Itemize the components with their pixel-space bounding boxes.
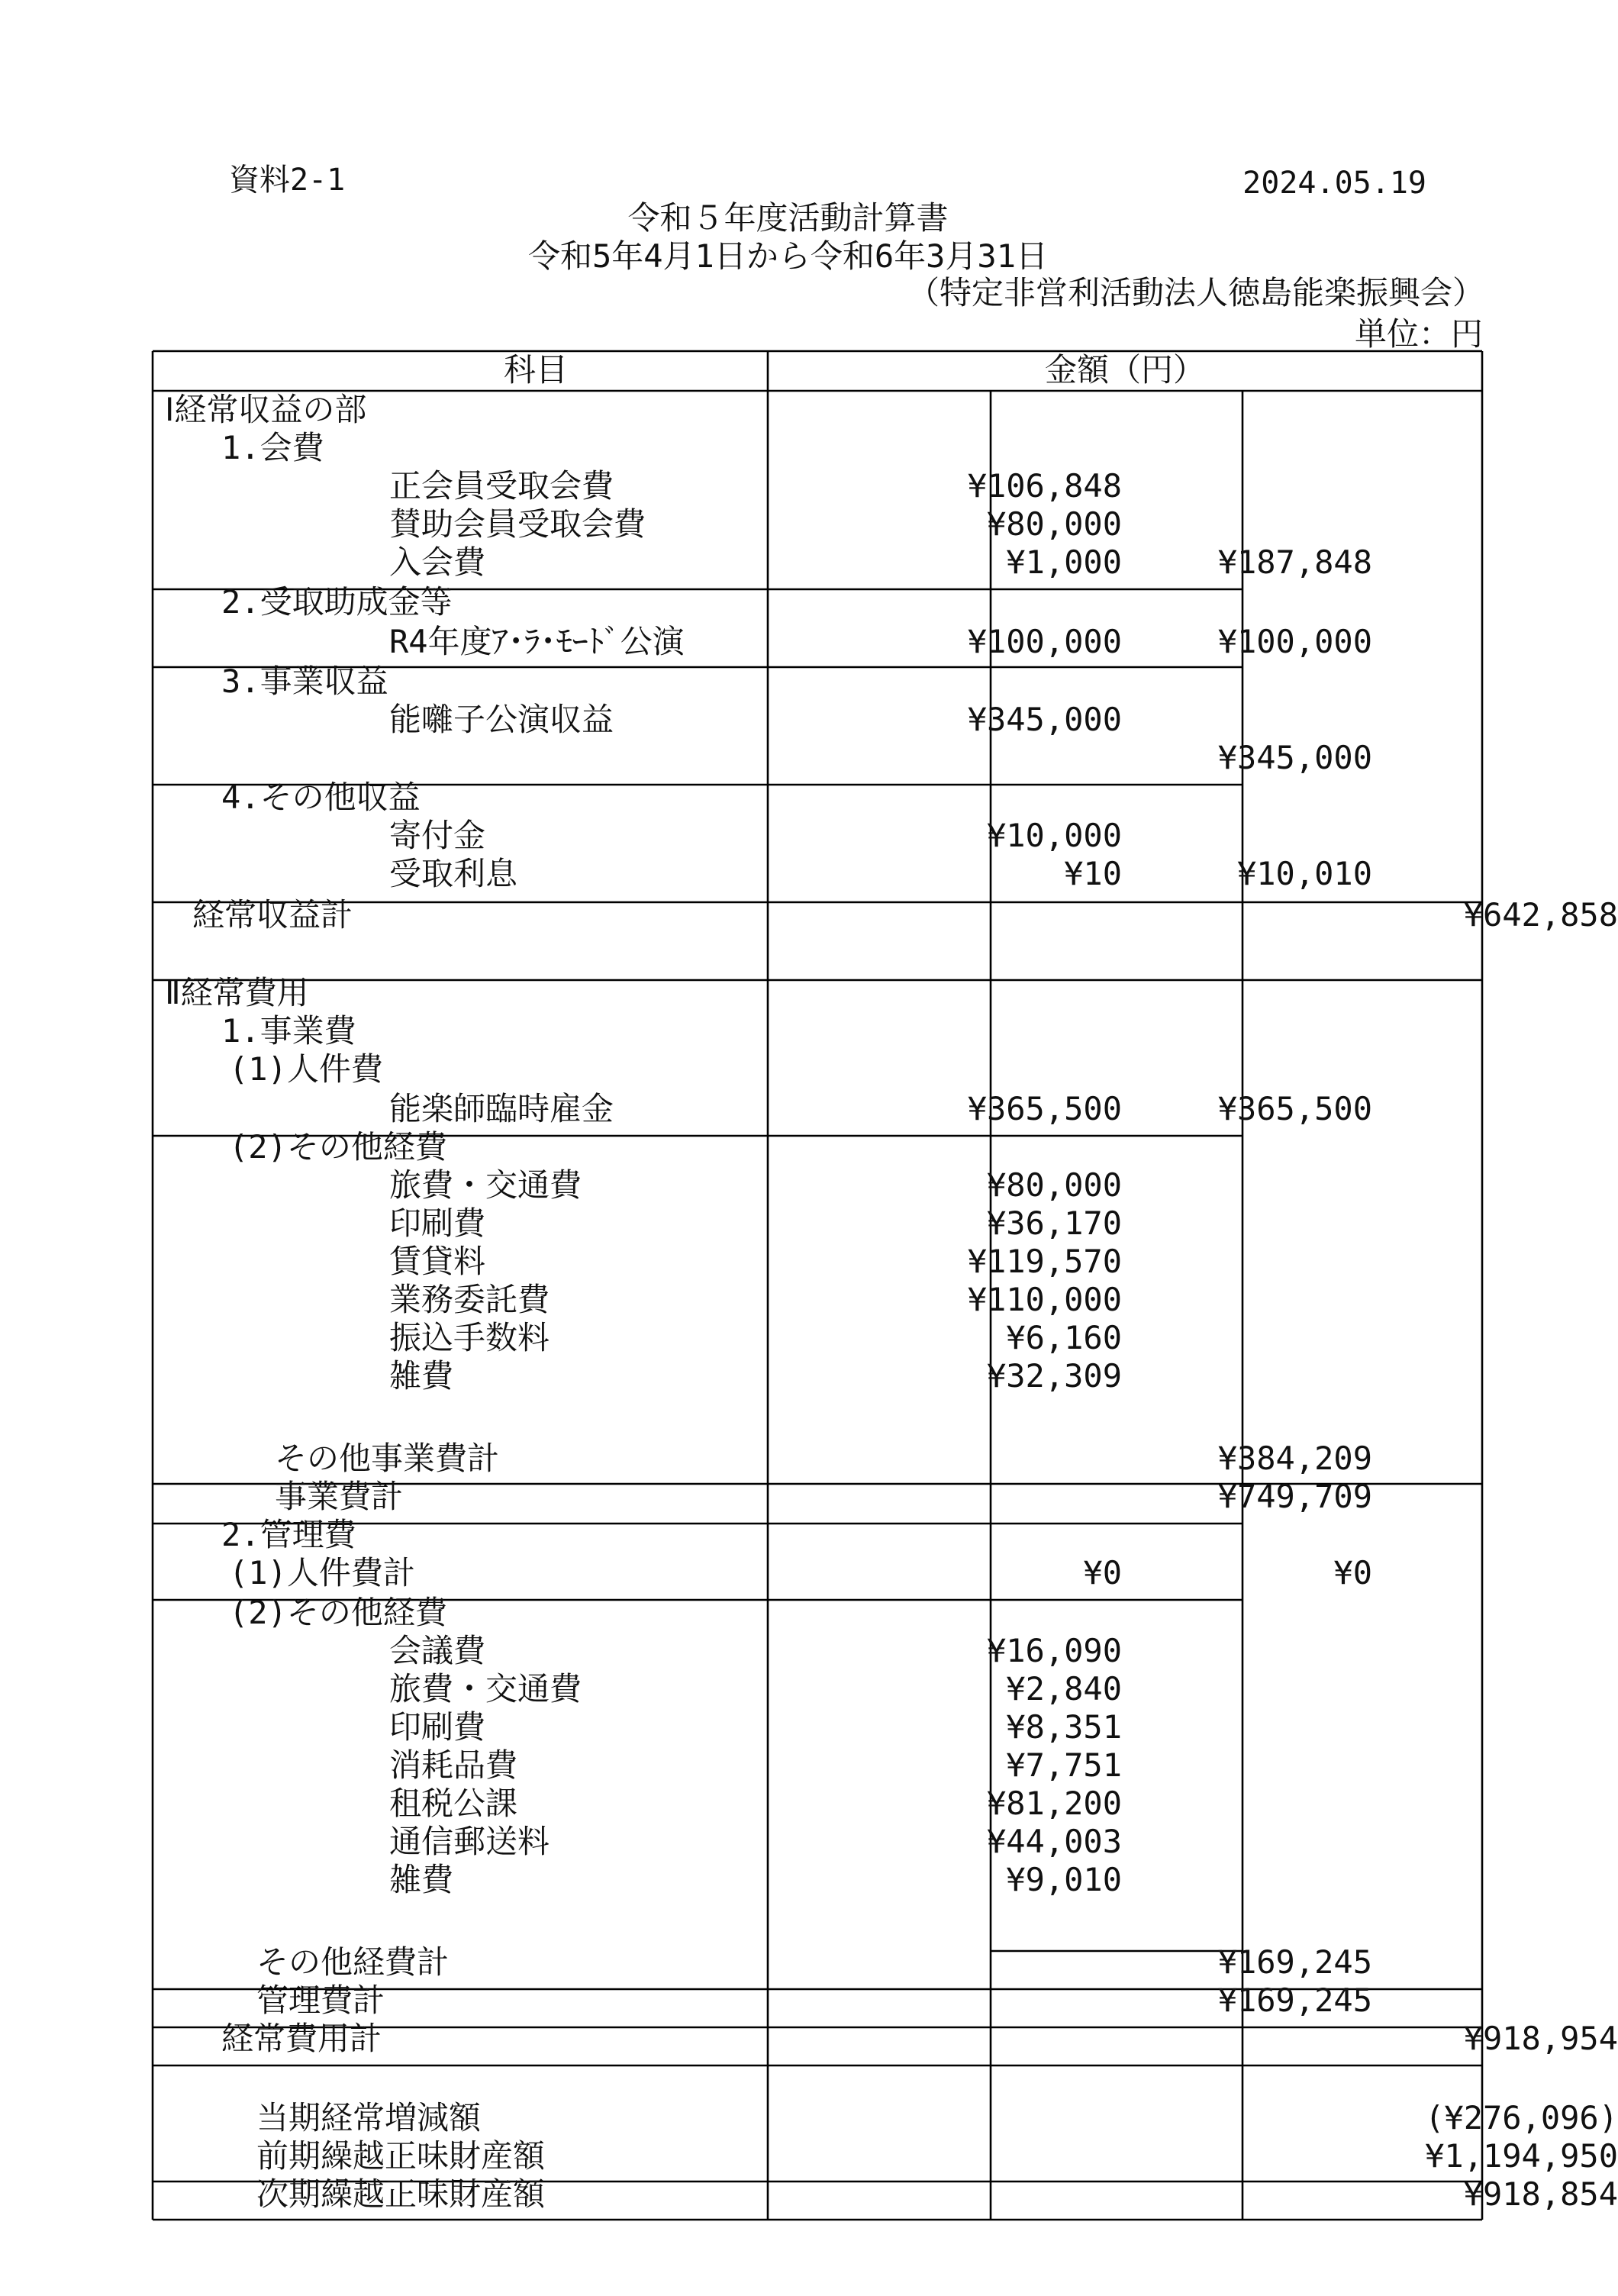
- amount-a3: ¥1,194,950: [1425, 2137, 1618, 2175]
- organization-name: （特定非営利活動法人徳島能楽振興会）: [907, 274, 1484, 311]
- amount-a1: ¥2,840: [1006, 1670, 1122, 1707]
- row-label: Ⅰ経常収益の部: [165, 391, 367, 428]
- row-label: 通信郵送料: [389, 1823, 550, 1860]
- row-label: 経常費用計: [221, 2020, 382, 2057]
- row-label: 賃貸料: [389, 1243, 486, 1280]
- amount-a1: ¥1,000: [1006, 543, 1122, 581]
- amount-a1: ¥106,848: [967, 467, 1122, 505]
- row-label: (2)その他経費: [229, 1128, 447, 1166]
- table-row: [153, 937, 1482, 975]
- row-label: 次期繰越正味財産額: [256, 2175, 546, 2213]
- table-row: [153, 1398, 1482, 1437]
- row-label: R4年度ｱ･ﾗ･ﾓｰﾄﾞ公演: [389, 623, 685, 660]
- table-row: [153, 1670, 1482, 1708]
- amount-a2: ¥749,709: [1217, 1478, 1372, 1515]
- amount-a2: ¥0: [1333, 1554, 1372, 1591]
- amount-a1: ¥119,570: [967, 1243, 1122, 1280]
- table-row: [153, 2020, 1618, 2058]
- table-row: [153, 817, 1482, 855]
- row-label: 業務委託費: [389, 1281, 550, 1318]
- amount-a1: ¥10,000: [986, 817, 1122, 854]
- amount-a2: ¥100,000: [1217, 623, 1372, 660]
- table-row: [153, 701, 1482, 739]
- reporting-period: 令和5年4月1日から令和6年3月31日: [527, 237, 1048, 275]
- amount-a1: ¥32,309: [986, 1357, 1122, 1395]
- table-row: [153, 1281, 1482, 1319]
- row-label: 旅費・交通費: [389, 1670, 582, 1707]
- row-label: 印刷費: [389, 1708, 486, 1746]
- row-label: 入会費: [389, 543, 486, 581]
- row-label: (1)人件費計: [229, 1554, 415, 1591]
- currency-unit: 単位：円: [1354, 315, 1483, 353]
- amount-a1: ¥9,010: [1006, 1861, 1122, 1898]
- row-label: 賛助会員受取会費: [389, 505, 646, 543]
- table-row: [153, 543, 1482, 582]
- row-label: (2)その他経費: [229, 1594, 447, 1631]
- table-row: [153, 1594, 1482, 1632]
- table-row: [153, 2175, 1618, 2214]
- row-label: その他経費計: [256, 1943, 450, 1981]
- amount-a1: ¥345,000: [967, 701, 1122, 738]
- row-label: 4.その他収益: [221, 779, 421, 816]
- table-row: [153, 467, 1482, 505]
- table-row: [153, 663, 1482, 701]
- table-row: [153, 1554, 1482, 1592]
- amount-a1: ¥110,000: [967, 1281, 1122, 1318]
- amount-a1: ¥365,500: [967, 1090, 1122, 1127]
- amount-a2: ¥384,209: [1217, 1440, 1372, 1477]
- table-row: [153, 1440, 1482, 1478]
- amount-a1: ¥80,000: [986, 505, 1122, 543]
- amount-a2: ¥345,000: [1217, 739, 1372, 776]
- row-label: その他事業費計: [275, 1440, 500, 1477]
- amount-a1: ¥16,090: [986, 1632, 1122, 1669]
- row-label: 3.事業収益: [221, 663, 388, 700]
- table-row: [153, 429, 1482, 467]
- amount-a2: ¥187,848: [1217, 543, 1372, 581]
- column-header-item: 科目: [503, 351, 568, 389]
- table-row: [153, 1861, 1482, 1899]
- amount-a1: ¥100,000: [967, 623, 1122, 660]
- row-label: 租税公課: [389, 1785, 518, 1822]
- table-row: [153, 1982, 1482, 2020]
- table-row: [153, 974, 1482, 1012]
- table-row: [153, 1823, 1482, 1861]
- table-row: [153, 1746, 1482, 1785]
- table-row: [153, 1516, 1482, 1554]
- row-label: 雑費: [389, 1357, 454, 1395]
- table-row: [153, 1632, 1482, 1670]
- row-label: 2.管理費: [221, 1516, 356, 1553]
- table-row: [153, 855, 1482, 893]
- table-row: [153, 1090, 1482, 1128]
- row-label: 振込手数料: [389, 1319, 550, 1356]
- row-label: (1)人件費: [229, 1050, 383, 1088]
- amount-a2: ¥169,245: [1217, 1982, 1372, 2019]
- table-row: [153, 391, 1482, 429]
- row-label: 管理費計: [256, 1982, 385, 2019]
- table-row: [153, 1708, 1482, 1746]
- amount-a1: ¥80,000: [986, 1166, 1122, 1204]
- row-label: Ⅱ経常費用: [165, 974, 309, 1011]
- amount-a1: ¥10: [1064, 855, 1122, 892]
- amount-a1: ¥81,200: [986, 1785, 1122, 1822]
- amount-a1: ¥8,351: [1006, 1708, 1122, 1746]
- row-label: 正会員受取会費: [389, 467, 614, 505]
- amount-a1: ¥0: [1083, 1554, 1122, 1591]
- table-row: [153, 1785, 1482, 1823]
- amount-a2: ¥10,010: [1236, 855, 1372, 892]
- table-row: [153, 1902, 1482, 1940]
- column-header-amount: 金額（円）: [1044, 351, 1205, 389]
- table-row: [153, 1012, 1482, 1050]
- row-label: 能楽師臨時雇金: [389, 1090, 614, 1127]
- amount-a1: ¥7,751: [1006, 1746, 1122, 1784]
- table-row: [153, 2099, 1618, 2137]
- row-label: 受取利息: [389, 855, 518, 892]
- amount-a3: ¥642,858: [1463, 896, 1618, 934]
- table-row: [153, 1204, 1482, 1243]
- row-label: 経常収益計: [192, 896, 353, 934]
- table-row: [153, 2137, 1618, 2175]
- table-row: [153, 739, 1482, 777]
- row-label: 消耗品費: [389, 1746, 518, 1784]
- table-row: [153, 1478, 1482, 1516]
- table-row: [153, 1943, 1482, 1982]
- row-label: 印刷費: [389, 1204, 486, 1242]
- row-label: 能囃子公演収益: [389, 701, 614, 738]
- table-row: [153, 896, 1618, 934]
- table-row: [153, 1357, 1482, 1395]
- row-label: 前期繰越正味財産額: [256, 2137, 546, 2175]
- amount-a1: ¥6,160: [1006, 1319, 1122, 1356]
- table-row: [153, 779, 1482, 817]
- table-row: [153, 1128, 1482, 1166]
- amount-a1: ¥44,003: [986, 1823, 1122, 1860]
- table-row: [153, 505, 1482, 543]
- amount-a3: (¥276,096): [1425, 2099, 1618, 2136]
- row-label: 雑費: [389, 1861, 454, 1898]
- document-date: 2024.05.19: [1243, 166, 1426, 201]
- amount-a1: ¥36,170: [986, 1204, 1122, 1242]
- table-row: [153, 1319, 1482, 1357]
- document-id: 資料2-1: [229, 163, 346, 198]
- amount-a3: ¥918,854: [1463, 2175, 1618, 2213]
- table-row: [153, 2061, 1482, 2099]
- table-row: [153, 583, 1482, 621]
- amount-a2: ¥169,245: [1217, 1943, 1372, 1981]
- table-row: [153, 1166, 1482, 1204]
- document-title: 令和５年度活動計算書: [627, 199, 949, 237]
- row-label: 2.受取助成金等: [221, 583, 453, 621]
- row-label: 旅費・交通費: [389, 1166, 582, 1204]
- table-row: [153, 1243, 1482, 1281]
- row-label: 1.会費: [221, 429, 324, 466]
- table-row: [153, 623, 1482, 661]
- row-label: 1.事業費: [221, 1012, 356, 1050]
- row-label: 会議費: [389, 1632, 486, 1669]
- row-label: 寄付金: [389, 817, 486, 854]
- amount-a2: ¥365,500: [1217, 1090, 1372, 1127]
- amount-a3: ¥918,954: [1463, 2020, 1618, 2057]
- table-row: [153, 1050, 1482, 1088]
- row-label: 事業費計: [275, 1478, 404, 1515]
- row-label: 当期経常増減額: [256, 2099, 482, 2136]
